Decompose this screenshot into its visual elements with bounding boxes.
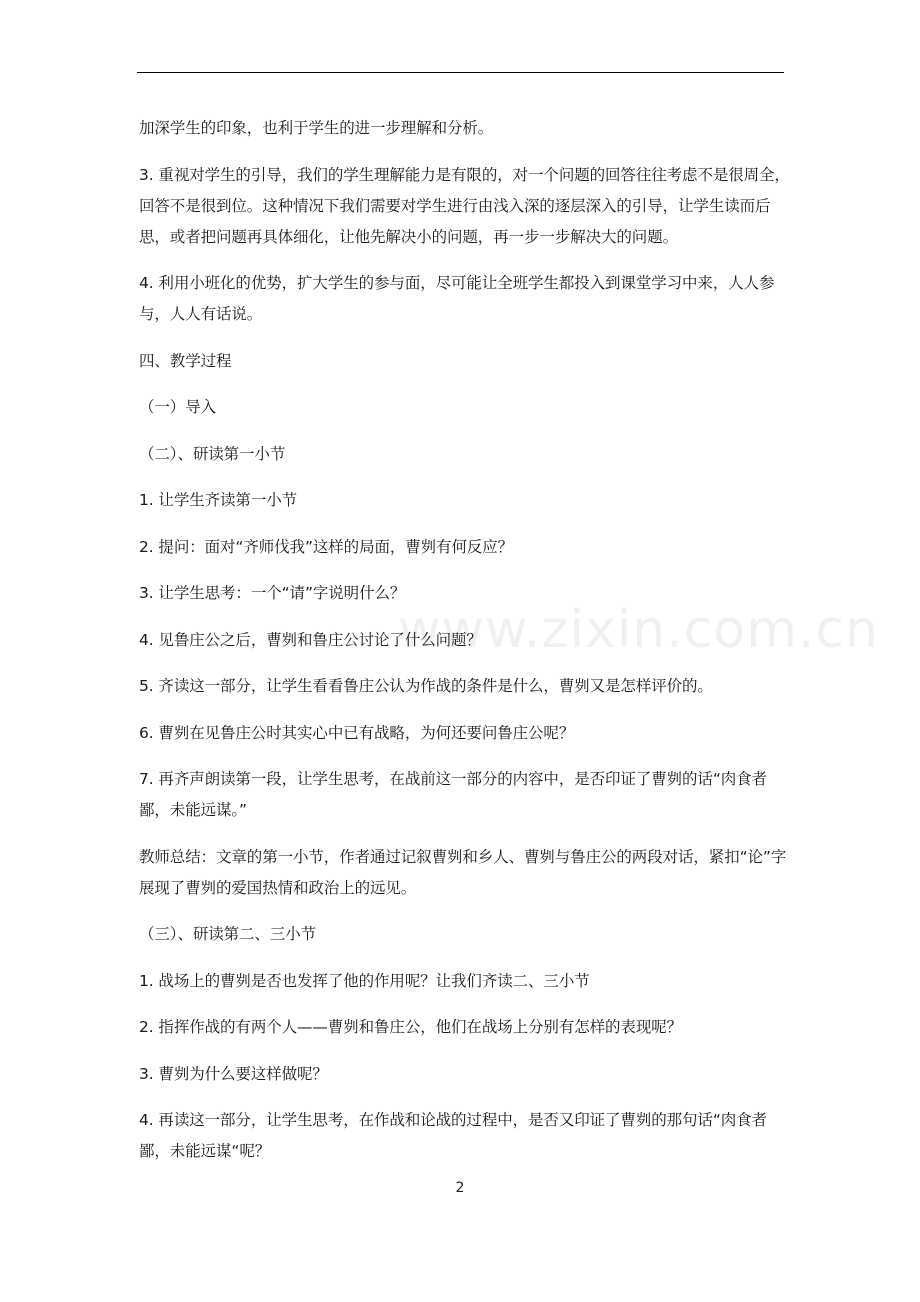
subsection-heading: （一）导入 bbox=[139, 398, 217, 416]
teacher-summary: 教师总结：文章的第一小节，作者通过记叙曹刿和乡人、曹刿与鲁庄公的两段对话，紧扣“论”字展现了曹刿的爱国热情和政治上的远见。 bbox=[139, 847, 787, 897]
section-heading: 四、教学过程 bbox=[139, 351, 232, 370]
list-item: 3. 让学生思考：一个“请”字说明什么？ bbox=[139, 584, 406, 602]
subsection-heading: （三）、研读第二、三小节 bbox=[139, 925, 317, 943]
list-item: 4. 再读这一部分，让学生思考，在作战和论战的过程中，是否又印证了曹刿的那句话“肉食者鄙，未能远谋“呢？ bbox=[139, 1111, 767, 1160]
list-item: 4. 见鲁庄公之后，曹刿和鲁庄公讨论了什么问题？ bbox=[139, 630, 482, 649]
page-number: 2 bbox=[455, 1180, 465, 1196]
list-item: 6. 曹刿在见鲁庄公时其实心中已有战略，为何还要问鲁庄公呢？ bbox=[139, 723, 575, 742]
paragraph: 3. 重视对学生的引导，我们的学生理解能力是有限的，对一个问题的回答往往考虑不是很周全，回答不是很到位。这种情况下我们需要对学生进行由浅入深的逐层深入的引导，让学生读而后思，或者把问题再具体细化，让他先解决小的问题，再一步一步解决大的问题。 bbox=[139, 165, 790, 246]
list-item: 2. 指挥作战的有两个人——曹刿和鲁庄公，他们在战场上分别有怎样的表现呢？ bbox=[139, 1018, 683, 1036]
document-body bbox=[139, 113, 791, 1183]
subsection-heading: （二）、研读第一小节 bbox=[139, 444, 286, 463]
list-item: 2. 提问：面对“齐师伐我”这样的局面，曹刿有何反应？ bbox=[139, 537, 514, 556]
list-item: 3. 曹刿为什么要这样做呢？ bbox=[139, 1064, 328, 1083]
list-item: 1. 让学生齐读第一小节 bbox=[139, 491, 298, 509]
paragraph: 4. 利用小班化的优势，扩大学生的参与面，尽可能让全班学生都投入到课堂学习中来，人人参与，人人有话说。 bbox=[139, 274, 775, 323]
watermark: www.zixin.com.cn bbox=[398, 600, 879, 660]
list-item: 7. 再齐声朗读第一段，让学生思考，在战前这一部分的内容中，是否印证了曹刿的话“肉食者鄙，未能远谋。” bbox=[139, 770, 767, 819]
list-item: 1. 战场上的曹刿是否也发挥了他的作用呢？让我们齐读二、三小节 bbox=[139, 971, 590, 990]
header-rule bbox=[137, 72, 784, 73]
list-item: 5. 齐读这一部分，让学生看看鲁庄公认为作战的条件是什么，曹刿又是怎样评价的。 bbox=[139, 677, 713, 695]
paragraph: 加深学生的印象，也利于学生的进一步理解和分析。 bbox=[139, 119, 494, 137]
